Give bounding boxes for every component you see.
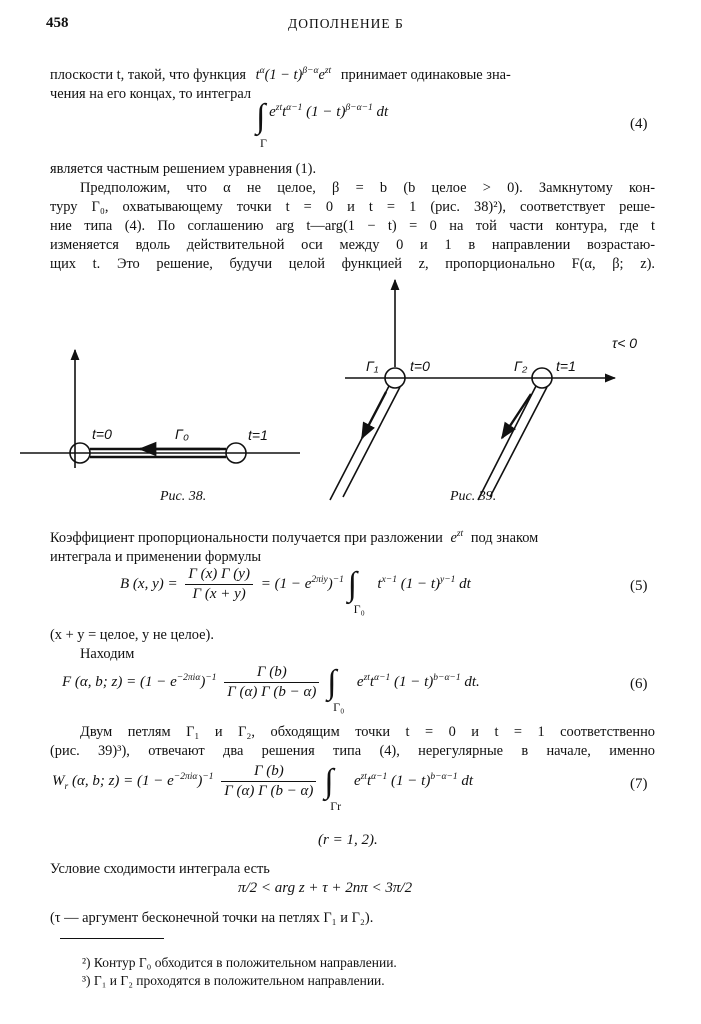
footnote-separator xyxy=(60,938,164,939)
paragraph-3-line-4: изменяется вдоль действительной оси между 0 и 1 в направлении возрастаю- xyxy=(50,237,655,253)
equation-7: $W_r$ (α, b; $z) = (1 - e^{-2\pi i\alpha})^{-1}$ $\frac{\Gamma (b)}{\Gamma (\alpha) \Gamma (b - \alpha)}$ ∫ Γr $e^{zt}t^{\alpha-1}$ $(1 - t)^{b-\alpha-1}$ dt xyxy=(52,762,474,813)
paragraph-3-line-3: ние типа (4). По соглашению arg t—arg(1 − t) = 0 на той части контура, где t xyxy=(50,218,655,234)
fig39-label-t1: t=1 xyxy=(556,358,576,374)
paragraph-1-line-1: плоскости t, такой, что функция $t^\alpha(1 - t)^{\beta-\alpha}e^{zt}$ принимает одинаковые зна- xyxy=(50,66,511,83)
paragraph-9: (τ — аргумент бесконечной точки на петлях Γ₁ и Γ₂). xyxy=(50,910,374,926)
footnote-2: ²) Контур Γ₀ обходится в положительном направлении. xyxy=(82,955,397,970)
fig38-label-t1: t=1 xyxy=(248,427,268,443)
figure-38 xyxy=(20,350,300,468)
fig39-gamma2-line-inner xyxy=(490,387,547,497)
paragraph-7-line-1: Двум петлям Γ₁ и Γ₂, обходящим точки t = 0 и t = 1 соответственно xyxy=(80,724,655,740)
fig39-label-tau: τ< 0 xyxy=(612,335,638,351)
equation-5: B (x, y) = $\frac{\Gamma (x) \Gamma (y)}{\Gamma (x + y)}$ = $(1 - e^{2\pi iy})^{-1}$ ∫ Γ₀ $t^{x-1}$ $(1 - t)^{y-1}$ dt xyxy=(120,565,471,616)
fig39-gamma1-arrow xyxy=(362,392,386,438)
footnote-3: ³) Γ₁ и Γ₂ проходятся в положительном направлении. xyxy=(82,973,385,988)
paragraph-5: (x + y = целое, y не целое). xyxy=(50,627,214,643)
paragraph-8: Условие сходимости интеграла есть xyxy=(50,861,270,877)
paragraph-4-line-1: Коэффициент пропорциональности получается при разложении $e^{zt}$ под знаком xyxy=(50,529,539,546)
fig38-label-gamma0: Γ₀ xyxy=(175,426,189,442)
equation-5-number: (5) xyxy=(630,578,648,594)
figure-39 xyxy=(330,280,615,500)
fig39-caption: Рис. 39. xyxy=(450,489,497,504)
equation-7-condition: (r = 1, 2). xyxy=(318,832,378,848)
paragraph-3-line-1: Предположим, что α не целое, β = b (b целое > 0). Замкнутому кон- xyxy=(80,180,655,196)
page-header-title: ДОПОЛНЕНИЕ Б xyxy=(288,16,404,31)
equation-8: π/2 < arg z + τ + 2nπ < 3π/2 xyxy=(238,880,413,896)
fig39-label-t0: t=0 xyxy=(410,358,430,374)
fig39-label-gamma2: Γ₂ xyxy=(514,358,528,374)
fig39-gamma2-arrow xyxy=(502,394,531,438)
paragraph-1-line-2: чения на его концах, то интеграл xyxy=(50,86,252,102)
paragraph-3-line-2: туру Γ₀, охватывающему точки t = 0 и t = 1 (рис. 38)²), соответствует реше- xyxy=(50,199,655,215)
fig39-gamma2-line-outer xyxy=(478,386,536,500)
equation-7-number: (7) xyxy=(630,776,648,792)
fig38-caption: Рис. 38. xyxy=(160,489,207,504)
paragraph-3-line-5: щих t. Это решение, будучи целой функцией z, пропорционально F(α, β; z). xyxy=(50,256,655,272)
figures-diagram xyxy=(0,270,701,520)
equation-4-number: (4) xyxy=(630,116,648,132)
fig38-label-t0: t=0 xyxy=(92,426,112,442)
paragraph-6: Находим xyxy=(80,646,135,662)
paragraph-7-line-2: (рис. 39)³), отвечают два решения типа (4), нерегулярные в начале, именно xyxy=(50,743,655,759)
paragraph-2: является частным решением уравнения (1). xyxy=(50,161,317,177)
equation-6: F (α, b; $z) = (1 - e^{-2\pi i\alpha})^{-1}$ $\frac{\Gamma (b)}{\Gamma (\alpha) \Gamma (b - \alpha)}$ ∫ Γ₀ $e^{zt}t^{\alpha-1}$ $(1 - t)^{b-\alpha-1}$ dt. xyxy=(62,663,480,714)
paragraph-4-line-2: интеграла и применении формулы xyxy=(50,549,262,565)
equation-6-number: (6) xyxy=(630,676,648,692)
equation-4: ∫ $e^{zt}t^{\alpha-1}$ $(1 - t)^{\beta-\alpha-1}$ dt Γ xyxy=(256,98,389,150)
page-number: 458 xyxy=(46,15,69,31)
fig39-gamma1-line-inner xyxy=(343,387,400,497)
fig39-label-gamma1: Γ₁ xyxy=(366,358,379,374)
